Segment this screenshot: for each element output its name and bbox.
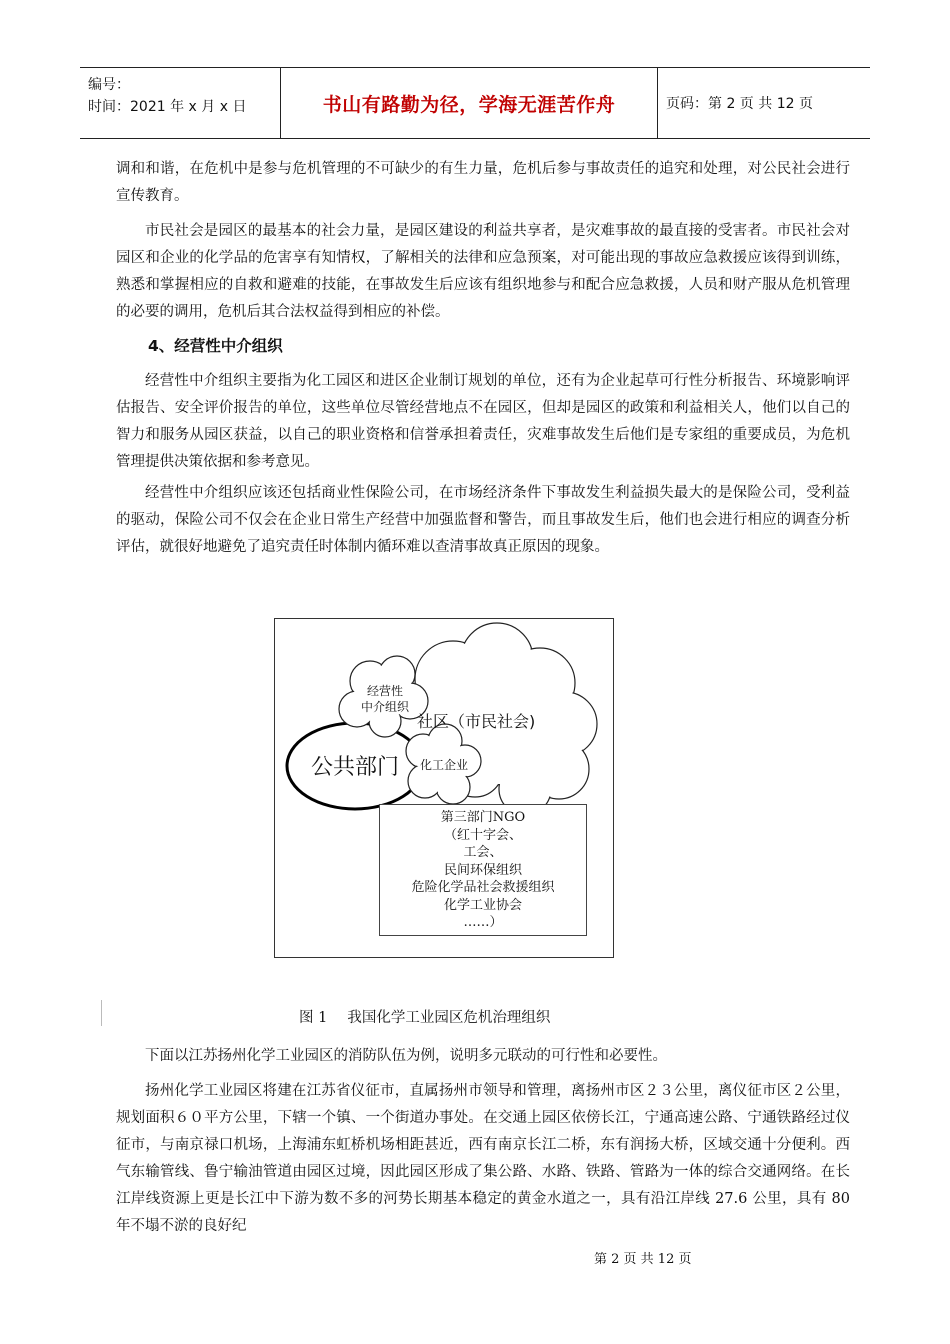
paragraph-3: 经营性中介组织主要指为化工园区和进区企业制订规划的单位，还有为企业起草可行性分析报告、环境影响评估报告、安全评价报告的单位，这些单位尽管经营地点不在园区，但却是园区的政策和利益相关人，他们以自己的智力和服务从园区获益，以自己的职业资格和信誉承担着责任，灾难事故发生后他们是专家组的重要成员，为危机管理提供决策依据和参考意见。	[116, 373, 850, 470]
motto: 书山有路勤为径，学海无涯苦作舟	[322, 93, 616, 116]
caption-number: 图 1	[299, 1010, 328, 1026]
intermediary-label-line2: 中介组织	[360, 700, 409, 714]
header-meta	[80, 68, 281, 138]
ngo-line: 工会、	[463, 845, 503, 860]
caption-text: 我国化学工业园区危机治理组织	[347, 1010, 551, 1026]
ngo-line: （红十字会、	[443, 827, 522, 843]
paragraph-5: 下面以江苏扬州化学工业园区的消防队伍为例，说明多元联动的可行性和必要性。	[145, 1048, 667, 1064]
paragraph-2: 市民社会是园区的最基本的社会力量，是园区建设的利益共享者，是灾难事故的最直接的受害者。市民社会对园区和企业的化学品的危害享有知情权，了解相关的法律和应急预案，对可能出现的事故应急救援应该得到训练，熟悉和掌握相应的自救和避难的技能，在事故发生后应该有组织地参与和配合应急救援，人员和财产服从危机管理的必要的调用，危机后其合法权益得到相应的补偿。	[116, 223, 850, 320]
time-label: 时间：2021 年 x 月 x 日	[88, 99, 247, 115]
page-footer: 第 2 页 共 12 页	[594, 1252, 692, 1267]
paragraph-6: 扬州化学工业园区将建在江苏省仪征市，直属扬州市领导和管理，离扬州市区２３公里，离仪征市区２公里，规划面积６０平方公里，下辖一个镇、一个街道办事处。在交通上园区依傍长江，宁通高速公路、宁通铁路经过仪征市，与南京禄口机场，上海浦东虹桥机场相距甚近，西有南京长江二桥，东有润扬大桥，区域交通十分便利。西气东输管线、鲁宁输油管道由园区过境，因此园区形成了集公路、水路、铁路、管路为一体的综合交通网络。在长江岸线资源上更是长江中下游为数不多的河势长期基本稳定的黄金水道之一，具有沿江岸线 27.6 公里，具有 80 年不塌不淤的良好纪	[116, 1083, 850, 1234]
page-header	[80, 67, 870, 139]
margin-bar	[101, 1000, 102, 1026]
ngo-box	[379, 804, 587, 936]
paragraph-1: 调和和谐，在危机中是参与危机管理的不可缺少的有生力量，危机后参与事故责任的追究和处理，对公民社会进行宣传教育。	[116, 161, 850, 204]
intermediary-label-line1: 经营性	[366, 684, 403, 698]
paragraph-4: 经营性中介组织应该还包括商业性保险公司，在市场经济条件下事故发生利益损失最大的是保险公司，受利益的驱动，保险公司不仅会在企业日常生产经营中加强监督和警告，而且事故发生后，他们也会进行相应的调查分析评估，就很好地避免了追究责任时体制内循环难以查清事故真正原因的现象。	[116, 485, 850, 555]
community-label: 社区（市民社会)	[417, 712, 536, 731]
ngo-line: ……）	[463, 915, 503, 930]
public-sector-label: 公共部门	[311, 755, 400, 780]
chemical-enterprise-label: 化工企业	[419, 758, 468, 772]
section-heading: 4、经营性中介组织	[148, 337, 283, 355]
header-motto-cell	[281, 68, 658, 138]
ngo-line: 第三部门NGO	[440, 810, 526, 825]
ngo-line: 民间环保组织	[443, 862, 522, 878]
crisis-governance-figure	[274, 618, 614, 958]
ngo-line: 化学工业协会	[443, 897, 522, 913]
number-label: 编号：	[88, 77, 130, 93]
page-info: 页码：第 2 页 共 12 页	[666, 96, 813, 112]
figure-caption	[299, 1006, 550, 1027]
intermediary-label	[357, 683, 413, 715]
ngo-line: 危险化学品社会救援组织	[411, 880, 555, 895]
